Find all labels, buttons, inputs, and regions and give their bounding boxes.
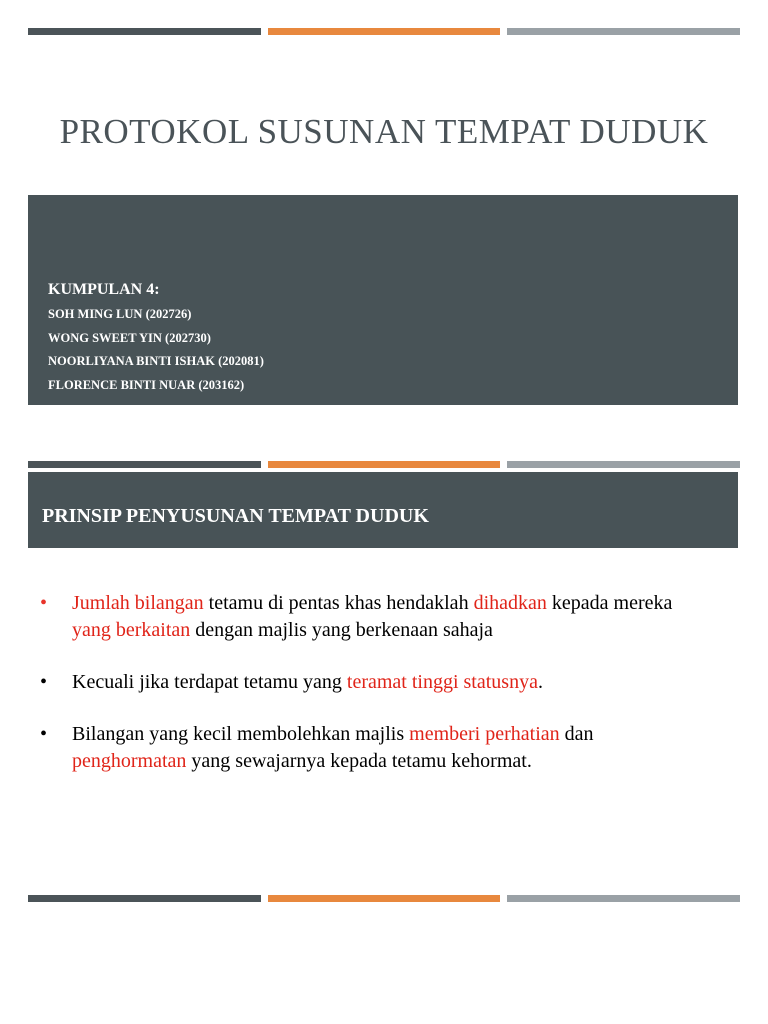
accent-bar-dark	[28, 461, 261, 468]
group-info-panel	[28, 195, 738, 405]
slide-title: PROTOKOL SUSUNAN TEMPAT DUDUK	[59, 112, 709, 151]
accent-bar-dark	[28, 895, 261, 902]
member-name: SOH MING LUN (202726)	[48, 307, 192, 321]
accent-bar-gray	[507, 895, 740, 902]
bullet-text: Kecuali jika terdapat tetamu yang teramat tinggi statusnya.	[72, 671, 543, 693]
bullet-text: Bilangan yang kecil membolehkan majlis memberi perhatian dan penghormatan yang sewajarnya kepada tetamu kehormat.	[72, 723, 594, 772]
bullet-item	[40, 669, 700, 696]
accent-bar-dark	[28, 28, 261, 35]
accent-bar-gray	[507, 28, 740, 35]
bullet-icon: •	[40, 671, 48, 693]
accent-bar-orange	[268, 895, 500, 902]
accent-bar-gray	[507, 461, 740, 468]
bullet-list	[40, 590, 700, 775]
member-name: FLORENCE BINTI NUAR (203162)	[48, 378, 245, 392]
member-name: WONG SWEET YIN (202730)	[48, 331, 211, 345]
bullet-item	[40, 590, 700, 644]
accent-bar-orange	[268, 28, 500, 35]
member-name: NOORLIYANA BINTI ISHAK (202081)	[48, 354, 264, 368]
bullet-icon: •	[40, 592, 48, 614]
bullet-text: Jumlah bilangan tetamu di pentas khas hendaklah dihadkan kepada mereka yang berkaitan dengan majlis yang berkenaan sahaja	[72, 592, 673, 641]
section-header	[28, 472, 738, 548]
bullet-item	[40, 721, 700, 775]
accent-bar-orange	[268, 461, 500, 468]
bullet-icon: •	[40, 723, 48, 745]
section-title: PRINSIP PENYUSUNAN TEMPAT DUDUK	[42, 505, 429, 527]
group-heading: KUMPULAN 4:	[48, 281, 160, 298]
